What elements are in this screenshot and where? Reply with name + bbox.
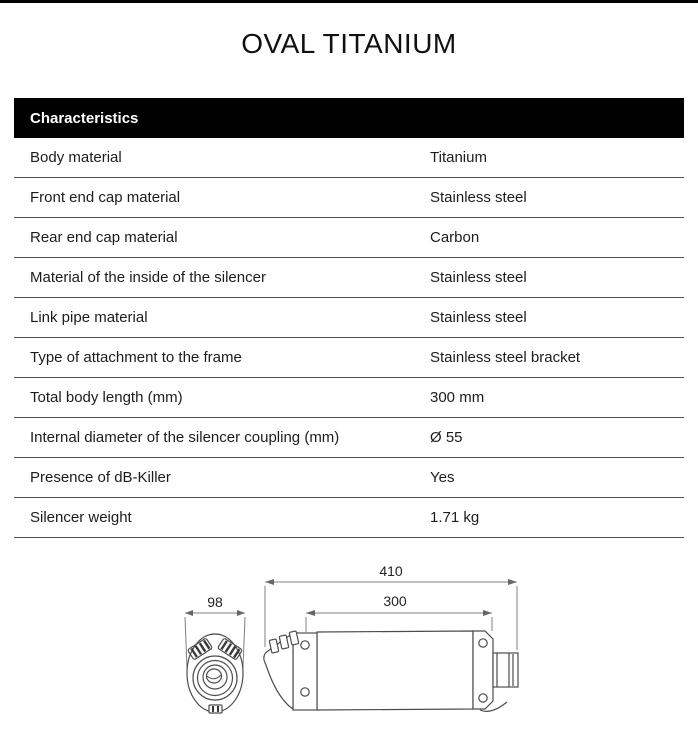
row-label: Type of attachment to the frame: [30, 349, 242, 366]
dimension-body-length-value: 300: [383, 593, 407, 609]
row-value: Stainless steel bracket: [430, 349, 581, 366]
page-title: OVAL TITANIUM: [241, 27, 457, 59]
row-value: 1.71 kg: [430, 509, 480, 526]
table-row: [14, 338, 684, 378]
table-body: [14, 138, 684, 538]
side-body: [317, 631, 473, 710]
table-row: [14, 418, 684, 458]
row-label: Presence of dB-Killer: [30, 469, 171, 486]
row-label: Silencer weight: [30, 509, 132, 526]
table-row: [14, 138, 684, 178]
characteristics-table: [14, 98, 684, 538]
row-label: Material of the inside of the silencer: [30, 269, 266, 286]
row-value: 300 mm: [430, 389, 485, 406]
row-value: Stainless steel: [430, 189, 527, 206]
row-label: Link pipe material: [30, 309, 148, 326]
table-row: [14, 298, 684, 338]
silencer-side-view: [264, 631, 518, 711]
table-row: [14, 218, 684, 258]
row-label: Total body length (mm): [30, 389, 183, 406]
table-row: [14, 498, 684, 538]
row-label: Rear end cap material: [30, 229, 178, 246]
row-value: Titanium: [430, 149, 487, 166]
dimension-total-length-value: 410: [379, 563, 403, 579]
front-bottom-tab: [209, 705, 222, 713]
rivet: [479, 639, 487, 647]
table-row: [14, 178, 684, 218]
table-row: [14, 378, 684, 418]
rivet: [479, 694, 487, 702]
row-value: Yes: [430, 469, 455, 486]
table-header: [14, 98, 684, 138]
row-value: Stainless steel: [430, 269, 527, 286]
technical-drawing: [150, 552, 570, 737]
side-outlet-pipe: [493, 653, 518, 687]
dimension-end-cap-width-value: 98: [207, 594, 223, 610]
rivet: [301, 641, 309, 649]
row-value: Stainless steel: [430, 309, 527, 326]
row-value: Carbon: [430, 229, 480, 246]
row-label: Body material: [30, 149, 122, 166]
silencer-drawing: [150, 552, 570, 737]
rivet: [301, 688, 309, 696]
row-label: Internal diameter of the silencer coupling (mm): [30, 429, 340, 446]
top-border: [0, 0, 698, 3]
table-row: [14, 458, 684, 498]
table-header-label: Characteristics: [30, 109, 139, 127]
table-row: [14, 258, 684, 298]
row-value: Ø 55: [430, 429, 463, 446]
dimension-body-length: [306, 610, 492, 632]
silencer-front-view: [187, 634, 243, 713]
row-label: Front end cap material: [30, 189, 181, 206]
